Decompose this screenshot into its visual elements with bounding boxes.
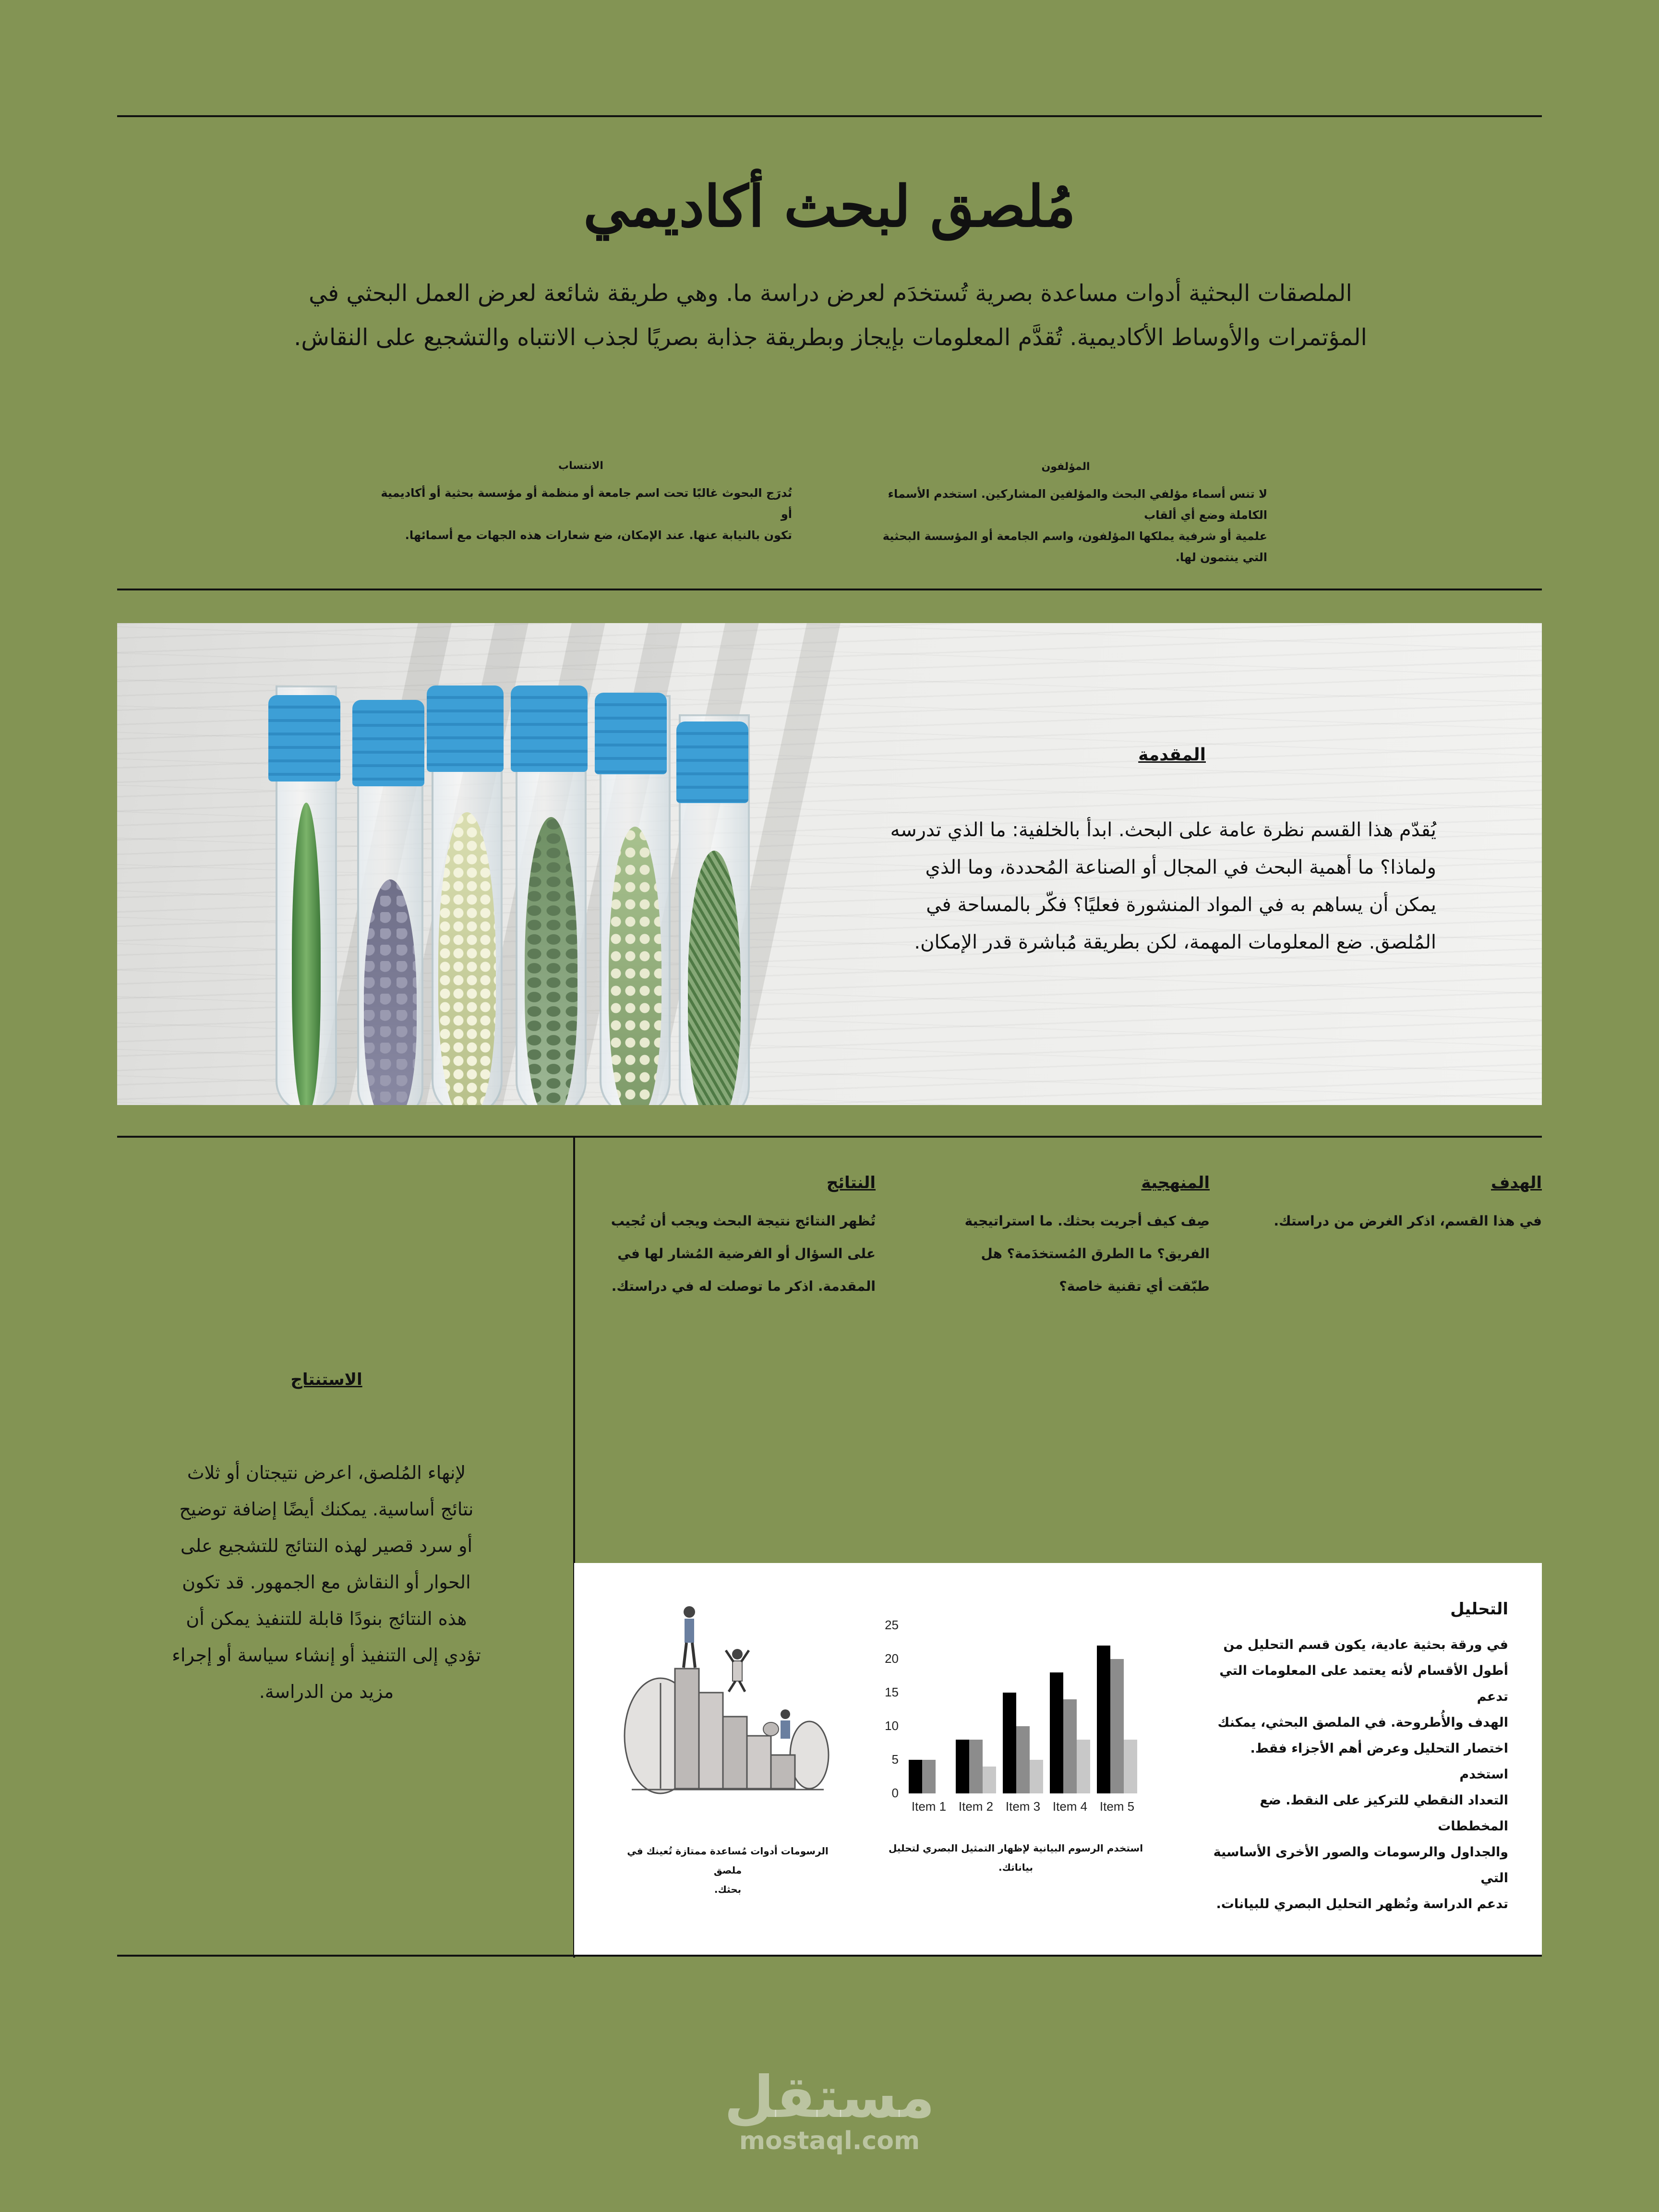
conclusion-line: الحوار أو النقاش مع الجمهور. قد تكون (182, 1572, 471, 1593)
chart-bar (956, 1740, 969, 1793)
introduction-line: ولماذا؟ ما أهمية البحث في المجال أو الصناعة المُحددة، وما الذي (925, 856, 1436, 878)
affiliation-heading: الانتساب (558, 460, 603, 472)
conclusion-line: نتائج أساسية. يمكنك أيضًا إضافة توضيح (179, 1499, 474, 1520)
authors-line: علمية أو شرفية يملكها المؤلفون، واسم الجامعة أو المؤسسة البحثية التي ينتمون لها. (882, 529, 1267, 564)
objective-text (1273, 1205, 1542, 1238)
y-tick-label: 20 (885, 1651, 899, 1666)
chart-bar (969, 1740, 983, 1793)
illustration-caption-line: بحثك. (714, 1884, 742, 1895)
y-tick-label: 10 (885, 1719, 899, 1733)
authors-text (864, 483, 1267, 568)
methodology-text (941, 1205, 1210, 1303)
introduction-line: المُلصق. ضع المعلومات المهمة، لكن بطريقة مُباشرة قدر الإمكان. (914, 931, 1436, 953)
methodology-heading: المنهجية (1141, 1173, 1210, 1192)
x-tick-label: Item 5 (1099, 1799, 1135, 1813)
conclusion-heading: الاستنتاج (290, 1370, 362, 1389)
x-tick-label: Item 2 (958, 1799, 994, 1813)
chart-bar (983, 1767, 996, 1793)
leaf-shape (790, 1721, 829, 1789)
tube-cap (352, 700, 424, 786)
introduction-text (860, 811, 1436, 961)
stair-block (747, 1736, 771, 1789)
tube-cap (427, 685, 504, 772)
growth-stairs-illustration (622, 1601, 833, 1803)
affiliation-line: تُدرَج البحوث غالبًا تحت اسم جامعة أو منظمة أو مؤسسة بحثية أو أكاديمية أو (381, 486, 792, 521)
poster-title: مُلصق لبحث أكاديمي (583, 173, 1076, 240)
chart-bar (1097, 1646, 1110, 1793)
x-tick-label: Item 3 (1005, 1799, 1041, 1813)
tube-cap (595, 693, 667, 774)
bar-chart (881, 1611, 1150, 1813)
rosemary-plant (688, 851, 741, 1105)
x-tick-label: Item 1 (911, 1799, 947, 1813)
authors-block (864, 461, 1267, 568)
objective-line: في هذا القسم، اذكر الغرض من دراستك. (1274, 1213, 1542, 1229)
y-tick-label: 25 (885, 1618, 899, 1632)
analysis-line: الهدف والأُطروحة. في الملصق البحثي، يمكنك (1217, 1715, 1508, 1730)
tube-cap (511, 685, 588, 772)
y-tick-label: 15 (885, 1685, 899, 1699)
introduction-line: يمكن أن يساهم به في المواد المنشورة فعليًا؟ فكّر بالمساحة في (926, 894, 1436, 916)
y-tick-label: 5 (891, 1752, 899, 1767)
tube-cap (676, 721, 748, 803)
chart-caption-line: استخدم الرسوم البيانية لإظهار التمثيل البصري لتحليل (888, 1842, 1143, 1854)
chart-bar (1063, 1699, 1077, 1793)
objective-heading: الهدف (1491, 1173, 1542, 1192)
introduction-heading: المقدمة (1138, 745, 1206, 765)
chart-caption (881, 1839, 1150, 1877)
blossom-plant (609, 827, 661, 1105)
methodology-line: طبّقت أي تقنية خاصة؟ (1059, 1278, 1210, 1294)
results-text (588, 1205, 876, 1303)
chart-caption-line: بياناتك. (998, 1862, 1033, 1873)
authors-line: لا تنس أسماء مؤلفي البحث والمؤلفين المشاركين. استخدم الأسماء الكاملة وضع أي ألقاب (888, 487, 1267, 522)
tube-cap (268, 695, 340, 781)
authors-heading: المؤلفون (1041, 461, 1090, 473)
person-figure (732, 1649, 743, 1659)
intro-line: المؤتمرات والأوساط الأكاديمية. تُقدَّم المعلومات بإيجاز وبطريقة جذابة بصريًا لجذب الانتباه والتشجيع على النقاش. (294, 324, 1367, 351)
methodology-line: الفريق؟ ما الطرق المُستخدَمة؟ هل (981, 1246, 1210, 1262)
chart-bar (909, 1760, 922, 1793)
analysis-line: والجداول والرسومات والصور الأخرى الأساسية التي (1213, 1845, 1508, 1886)
chart-bar (1110, 1659, 1124, 1793)
conclusion-line: مزيد من الدراسة. (259, 1681, 394, 1702)
lilac-plant (364, 879, 417, 1105)
affiliation-text (370, 482, 792, 546)
stair-block (771, 1755, 795, 1789)
bottom-rule (117, 1955, 1542, 1957)
methodology-line: صِف كيف أجريت بحثك. ما استراتيجية (964, 1213, 1210, 1229)
affiliation-line: تكون بالنيابة عنها. عند الإمكان، ضع شعارات هذه الجهات مع أسمائها. (405, 529, 792, 542)
y-tick-label: 0 (891, 1786, 899, 1800)
analysis-line: في ورقة بحثية عادية، يكون قسم التحليل من (1223, 1637, 1508, 1652)
illustration-caption (622, 1841, 833, 1899)
mostaql-watermark-logo (710, 2064, 949, 2155)
chart-bar (1077, 1740, 1090, 1793)
affiliation-block (370, 460, 792, 546)
chart-bar (922, 1760, 936, 1793)
results-line: المقدمة. اذكر ما توصلت له في دراستك. (611, 1278, 876, 1294)
x-tick-label: Item 4 (1052, 1799, 1088, 1813)
conclusion-text (158, 1455, 494, 1710)
conclusion-line: تؤدي إلى التنفيذ أو إنشاء سياسة أو إجراء (172, 1645, 481, 1666)
results-heading: النتائج (826, 1173, 876, 1192)
person-figure (781, 1709, 790, 1719)
chart-bar (1050, 1672, 1063, 1793)
conclusion-line: أو سرد قصير لهذه النتائج للتشجيع على (180, 1535, 473, 1556)
analysis-heading: التحليل (1450, 1599, 1508, 1619)
chart-bar (1124, 1740, 1137, 1793)
analysis-panel (574, 1563, 1542, 1955)
results-line: على السؤال أو الفرضية المُشار لها في (617, 1246, 876, 1262)
chart-bar (1016, 1726, 1030, 1793)
analysis-line: اختصار التحليل وعرض أهم الأجزاء فقط. استخدم (1250, 1741, 1508, 1782)
chart-bar (1003, 1693, 1016, 1793)
chart-bar (1030, 1760, 1043, 1793)
analysis-line: التعداد النقطي للتركيز على النقط. ضع المخططات (1260, 1793, 1508, 1834)
person-figure (684, 1606, 695, 1618)
introduction-line: يُقدّم هذا القسم نظرة عامة على البحث. ابدأ بالخلفية: ما الذي تدرسه (890, 819, 1436, 841)
analysis-text (1201, 1632, 1508, 1917)
analysis-line: تدعم الدراسة وتُظهر التحليل البصري للبيانات. (1216, 1897, 1508, 1911)
watermark-arabic: مستقل (724, 2064, 935, 2131)
illustration-caption-line: الرسومات أدوات مُساعدة ممتازة تُعينك في ملصق (627, 1845, 829, 1876)
stair-block (699, 1693, 723, 1789)
intro-line: الملصقات البحثية أدوات مساعدة بصرية تُستخدَم لعرض دراسة ما. وهي طريقة شائعة لعرض العمل البحثي في (309, 280, 1352, 307)
section-rule (117, 1136, 1542, 1138)
herb-plant (525, 817, 577, 1105)
leaf-plant (292, 803, 321, 1105)
results-line: تُظهر النتائج نتيجة البحث ويجب أن تُجيب (611, 1213, 876, 1229)
section-rule (117, 589, 1542, 590)
stair-block (723, 1717, 747, 1789)
conclusion-line: لإنهاء المُلصق، اعرض نتيجتان أو ثلاث (187, 1462, 466, 1483)
stair-block (675, 1669, 699, 1789)
hero-photo-test-tubes (117, 623, 1542, 1105)
poster-intro (269, 271, 1392, 360)
top-rule (117, 115, 1542, 117)
white-flower-plant (438, 812, 496, 1105)
watermark-latin: mostaql.com (739, 2127, 920, 2155)
conclusion-line: هذه النتائج بنودًا قابلة للتنفيذ يمكن أن (186, 1608, 467, 1629)
analysis-line: أطول الأقسام لأنه يعتمد على المعلومات التي تدعم (1219, 1663, 1508, 1704)
